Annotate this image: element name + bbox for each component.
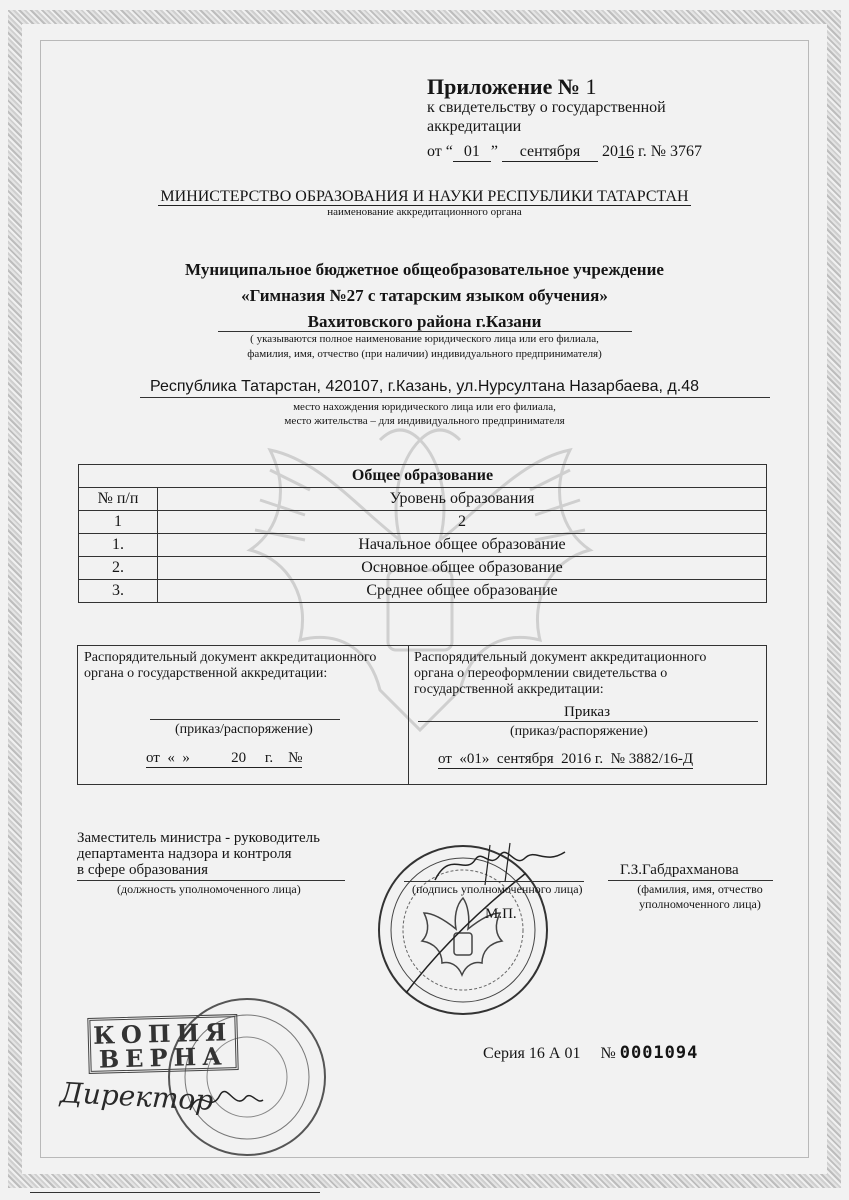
seal-mark: М.П. [485,906,517,922]
right-doc-underline [418,721,758,722]
column-header-num: № п/п [79,488,158,511]
organization-underline [218,331,632,332]
left-doc-caption: (приказ/распоряжение) [175,722,313,737]
name-underline [608,880,773,881]
table-title: Общее образование [79,465,767,488]
appendix-month: сентября [502,143,598,162]
ministry-name: МИНИСТЕРСТВО ОБРАЗОВАНИЯ И НАУКИ РЕСПУБЛИКИ ТАТАРСТАН [160,188,689,205]
right-doc-value: Приказ [564,704,611,720]
box-divider [408,645,409,785]
signature-caption: (подпись уполномоченного лица) [412,882,583,896]
column-index-level: 2 [158,511,767,534]
left-doc-underline [150,719,340,720]
left-doc-title: Распорядительный документ аккредитационного органа о государственной аккредитации: [84,650,377,681]
appendix-line-2: аккредитации [427,118,522,135]
left-doc-date: от « » 20 г. № [146,750,303,766]
right-doc-title: Распорядительный документ аккредитационного органа о переоформлении свидетельства о государственной аккредитации: [414,650,707,697]
bottom-rule [30,1192,320,1193]
ministry-caption: наименование аккредитационного органа [327,206,522,218]
blank-series: Серия 16 А 01 № 0001094 [483,1043,699,1063]
organization-caption-2: фамилия, имя, отчество (при наличии) индивидуального предпринимателя) [247,348,602,360]
appendix-title: Приложение № 1 [427,74,597,99]
blank-number: 0001094 [619,1043,699,1063]
table-row: 3. Среднее общее образование [79,580,767,603]
position-caption: (должность уполномоченного лица) [117,882,301,896]
education-levels-table [78,464,767,603]
appendix-line-1: к свидетельству о государственной [427,99,666,116]
appendix-day: 01 [453,143,491,162]
position-underline [77,880,345,881]
certificate-number: 3767 [670,143,703,160]
table-row: 2. Основное общее образование [79,557,767,580]
organization-caption-1: ( указываются полное наименование юридического лица или его филиала, [250,333,599,345]
column-header-level: Уровень образования [158,488,767,511]
right-doc-date: от «01» сентября 2016 г. № 3882/16-Д [438,751,694,767]
copy-verified-stamp: КОПИЯ ВЕРНА [87,1014,238,1074]
address-underline [140,397,770,398]
appendix-date-line: от “ 01 ” сентября 2016 г. № 3767 [427,143,703,160]
signatory-name: Г.З.Габдрахманова [620,862,739,878]
column-index-num: 1 [79,511,158,534]
address-caption-1: место нахождения юридического лица или его филиала, [293,401,556,413]
name-caption: (фамилия, имя, отчество уполномоченного лица) [637,882,763,911]
address-caption-2: место жительства – для индивидуального предпринимателя [284,415,565,427]
table-row: 1. Начальное общее образование [79,534,767,557]
organization-address: Республика Татарстан, 420107, г.Казань, ул.Нурсултана Назарбаева, д.48 [150,378,699,395]
right-doc-caption: (приказ/распоряжение) [510,724,648,739]
organization-name: Муниципальное бюджетное общеобразовательное учреждение «Гимназия №27 с татарским языком обучения» Вахитовского района г.Казани [185,260,664,331]
director-signature-scribble-icon [185,1080,265,1120]
director-signature: Директор [59,1076,215,1117]
signatory-position: Заместитель министра - руководитель департамента надзора и контроля в сфере образования [77,830,320,878]
